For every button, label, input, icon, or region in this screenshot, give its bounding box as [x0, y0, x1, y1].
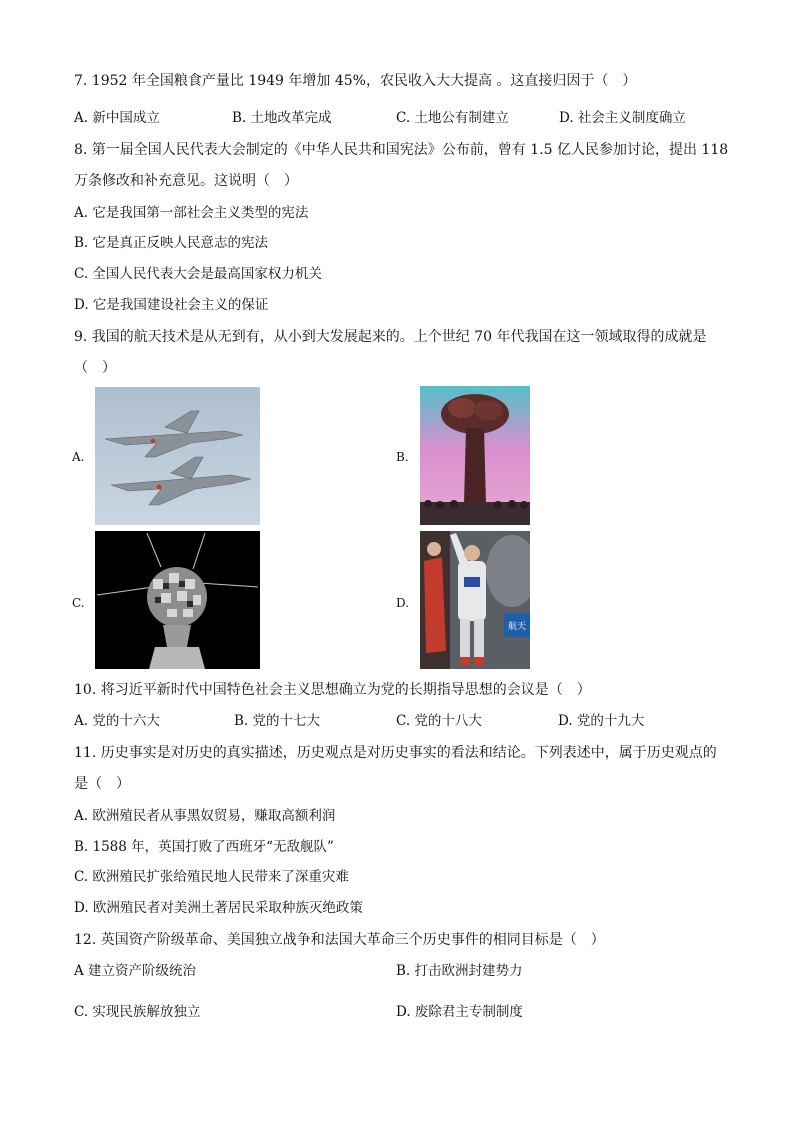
fighter-jets-image — [95, 387, 260, 525]
q11-option-a: A. 欧洲殖民者从事黑奴贸易，赚取高额利润 — [74, 808, 336, 824]
q12-option-d: D. 废除君主专制制度 — [396, 1004, 523, 1020]
q8-stem-line1: 8. 第一届全国人民代表大会制定的《中华人民共和国宪法》公布前，曾有 1.5 亿人民参加讨论，提出 118 — [74, 142, 729, 158]
q9-label-b: B. — [396, 450, 409, 464]
q9-stem-line2: （ ） — [74, 360, 116, 376]
q12-option-c: C. 实现民族解放独立 — [74, 1004, 201, 1020]
q11-stem-line2: 是（ ） — [74, 776, 130, 792]
q7-stem: 7. 1952 年全国粮食产量比 1949 年增加 45%，农民收入大大提高 。这直接归因于（ ） — [74, 73, 637, 89]
q8-option-d: D. 它是我国建设社会主义的保证 — [74, 297, 269, 313]
q7-option-b: B. 土地改革完成 — [232, 110, 332, 126]
mushroom-cloud-image — [420, 386, 530, 525]
q9-label-c: C. — [72, 596, 85, 610]
q7-option-c: C. 土地公有制建立 — [396, 110, 509, 126]
q8-option-a: A. 它是我国第一部社会主义类型的宪法 — [74, 205, 309, 221]
q10-option-d: D. 党的十九大 — [558, 713, 645, 729]
q8-option-b: B. 它是真正反映人民意志的宪法 — [74, 235, 269, 251]
q10-option-a: A. 党的十六大 — [74, 713, 160, 729]
q11-stem-line1: 11. 历史事实是对历史的真实描述，历史观点是对历史事实的看法和结论。下列表述中，属于历史观点的 — [74, 745, 717, 761]
q9-label-d: D. — [396, 596, 410, 610]
q9-stem-line1: 9. 我国的航天技术是从无到有，从小到大发展起来的。上个世纪 70 年代我国在这一领域取得的成就是 — [74, 329, 707, 345]
q12-stem: 12. 英国资产阶级革命、美国独立战争和法国大革命三个历史事件的相同目标是（ ） — [74, 932, 605, 948]
q12-option-b: B. 打击欧洲封建势力 — [396, 963, 523, 979]
q7-option-d: D. 社会主义制度确立 — [559, 110, 686, 126]
q10-option-b: B. 党的十七大 — [234, 713, 321, 729]
q8-stem-line2: 万条修改和补充意见。这说明（ ） — [74, 173, 298, 189]
q10-stem: 10. 将习近平新时代中国特色社会主义思想确立为党的长期指导思想的会议是（ ） — [74, 682, 591, 698]
q10-option-c: C. 党的十八大 — [396, 713, 482, 729]
q11-option-d: D. 欧洲殖民者对美洲土著居民采取种族灭绝政策 — [74, 900, 363, 916]
q7-option-a: A. 新中国成立 — [74, 110, 160, 126]
satellite-image — [95, 531, 260, 669]
q12-option-a: A 建立资产阶级统治 — [74, 963, 197, 979]
q11-option-c: C. 欧洲殖民扩张给殖民地人民带来了深重灾难 — [74, 869, 349, 885]
q9-label-a: A. — [72, 450, 85, 464]
q8-option-c: C. 全国人民代表大会是最高国家权力机关 — [74, 266, 322, 282]
astronaut-image — [420, 531, 530, 669]
aerospace-badge-text: 航天 — [508, 622, 527, 632]
q11-option-b: B. 1588 年，英国打败了西班牙“无敌舰队” — [74, 839, 334, 855]
